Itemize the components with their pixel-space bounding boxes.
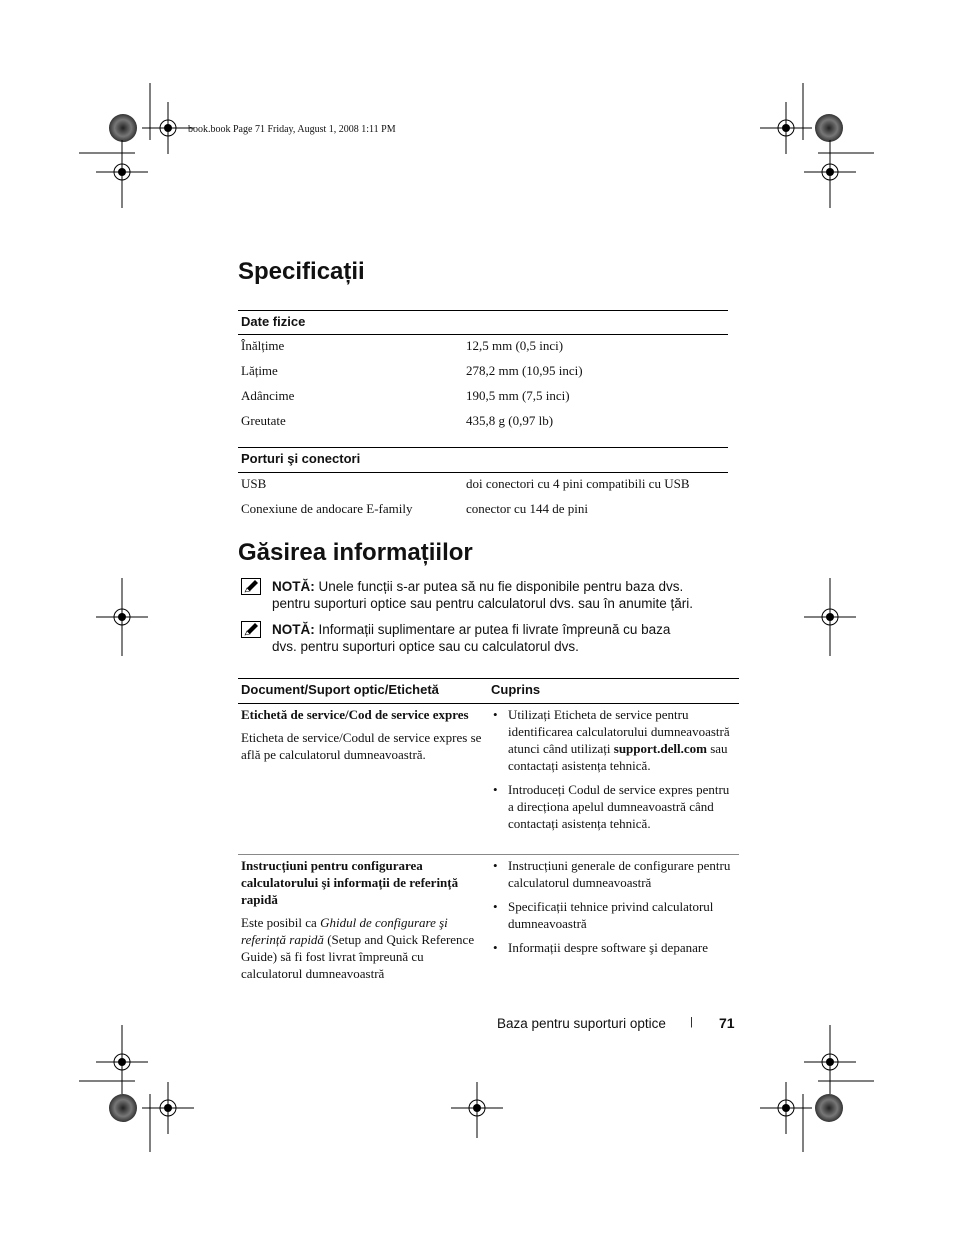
spec-label: USB (241, 476, 267, 491)
physical-heading: Date fizice (241, 314, 306, 329)
file-info-header: book.book Page 71 Friday, August 1, 2008 1:11 PM (188, 124, 396, 135)
col-header-document: Document/Suport optic/Etichetă (241, 682, 439, 697)
bullet-text: Introduceți Codul de service expres pentru a direcționa apelul dumneavoastră când contactați asistența tehnică. (508, 782, 730, 831)
row2-contents-cell (491, 857, 736, 963)
table-rule (238, 703, 739, 704)
row1-title: Etichetă de service/Cod de service expres (241, 707, 469, 722)
table-rule (238, 678, 739, 679)
spec-value: 12,5 mm (0,5 inci) (466, 338, 564, 353)
row1-contents-cell (491, 706, 736, 839)
footer-section-title: Baza pentru suporturi optice (497, 1016, 666, 1031)
bullet-text: sau contactați asistența tehnică. (508, 741, 728, 773)
info-title: Găsirea informațiilor (238, 539, 473, 566)
spec-value: 435,8 g (0,97 lb) (466, 413, 554, 428)
note-text: dvs. pentru suporturi optice sau cu calculatorul dvs. (272, 639, 579, 654)
row2-desc (241, 914, 483, 982)
note-1 (272, 578, 732, 612)
spec-label: Lățime (241, 363, 278, 378)
note-text: Informații suplimentare ar putea fi livrate împreună cu baza (314, 622, 671, 637)
page-number: 71 (719, 1015, 735, 1031)
spec-value: 190,5 mm (7,5 inci) (466, 388, 570, 403)
row2-desc-text: (Setup and Quick Reference Guide) să fi fost livrat împreună cu calculatorul dumneavoastră (241, 932, 475, 981)
table-rule (238, 447, 728, 448)
table-rule (238, 310, 728, 311)
pencil-note-icon (241, 578, 261, 595)
table-rule (238, 472, 728, 473)
bullet-text: Informații despre software şi depanare (508, 940, 708, 955)
row2-document-cell (241, 857, 483, 982)
spec-value: 278,2 mm (10,95 inci) (466, 363, 583, 378)
note-text: pentru suporturi optice sau pentru calculatorul dvs. sau în anumite țări. (272, 596, 693, 611)
list-item: • Informații despre software şi depanare (493, 940, 708, 955)
row2-title: Instrucțiuni pentru configurarea calculatorului şi informații de referință rapidă (241, 858, 459, 907)
bullet-text: Utilizați Eticheta de service pentru identificarea calculatorului dumneavoastră atunci când utilizați (508, 707, 730, 756)
list-item: • Specificații tehnice privind calculatorul dumneavoastră (493, 899, 714, 931)
note-label: NOTĂ: (272, 622, 315, 637)
pencil-note-icon (241, 621, 261, 638)
note-label: NOTĂ: (272, 579, 315, 594)
bullet-text: Specificații tehnice privind calculatorul dumneavoastră (508, 899, 714, 931)
spec-label: Conexiune de andocare E-family (241, 501, 413, 516)
note-text: Unele funcții s-ar putea să nu fie disponibile pentru baza dvs. (314, 579, 684, 594)
footer-separator: | (690, 1016, 693, 1028)
spec-value: doi conectori cu 4 pini compatibili cu USB (466, 476, 690, 491)
list-item: • Instrucțiuni generale de configurare pentru calculatorul dumneavoastră (493, 858, 731, 890)
specs-title: Specificații (238, 258, 365, 285)
spec-label: Înălțime (241, 338, 285, 353)
bullet-text: Instrucțiuni generale de configurare pentru calculatorul dumneavoastră (508, 858, 731, 890)
note-2 (272, 621, 732, 655)
ports-heading: Porturi şi conectori (241, 451, 361, 466)
table-rule (238, 334, 728, 335)
spec-value: conector cu 144 de pini (466, 501, 589, 516)
list-item: • Utilizați Eticheta de service pentru identificarea calculatorului dumneavoastră atunci când utilizați support.dell.com sau contactați asistența tehnică. (493, 707, 730, 773)
support-link[interactable]: support.dell.com (613, 741, 707, 756)
row2-desc-text: Este posibil ca (241, 915, 321, 930)
table-rule (238, 854, 739, 855)
spec-label: Adâncime (241, 388, 295, 403)
col-header-contents: Cuprins (491, 682, 541, 697)
list-item: • Introduceți Codul de service expres pentru a direcționa apelul dumneavoastră când contactați asistența tehnică. (493, 782, 730, 831)
spec-label: Greutate (241, 413, 286, 428)
row1-document-cell (241, 706, 483, 763)
row1-desc: Eticheta de service/Codul de service expres se află pe calculatorul dumneavoastră. (241, 730, 482, 762)
guide-title: Ghidul de configurare şi referință rapidă (241, 915, 448, 947)
